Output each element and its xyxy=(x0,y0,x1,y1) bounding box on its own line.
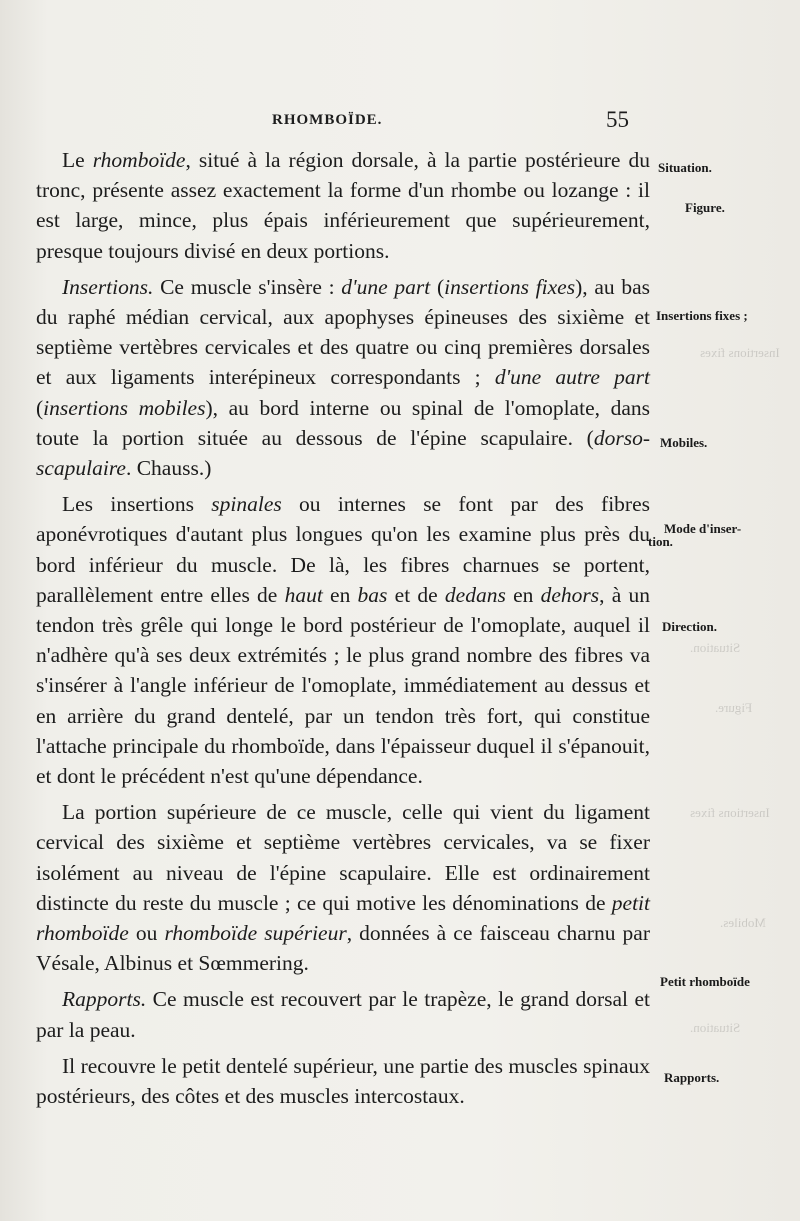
margin-note-direction: Direction. xyxy=(662,619,717,634)
body-text xyxy=(36,145,650,1111)
margin-note-figure: Figure. xyxy=(685,200,725,215)
page-number: 55 xyxy=(606,107,629,132)
paragraph-petit-rhomboide: La portion supérieure de ce muscle, celle qui vient du ligament cervical des sixième et septième vertèbres cervicales, va se fixer isolément au niveau de l'épine scapulaire. Elle est ordinairement distincte du reste du muscle ; ce qui motive les dénominations de petit rhomboïde ou rhomboïde supérieur, données à ce faisceau charnu par Vésale, Albinus et Sœmmering. xyxy=(36,800,650,976)
margin-note-mode-insertion-cont: tion. xyxy=(648,534,673,549)
bleed-through-text: Mobiles. xyxy=(720,915,766,930)
bleed-through-text: Figure. xyxy=(715,700,753,715)
paragraph-mode-insertion: Les insertions spinales ou internes se font par des fibres aponévrotiques d'autant plus longues qu'on les examine plus près du bord inférieur du muscle. De là, les fibres charnues se portent, parallèlement entre elles de haut en bas et de dedans en dehors, à un tendon très grêle qui longe le bord postérieur de l'omoplate, auquel il n'adhère qu'à ses deux extrémités ; le plus grand nombre des fibres va s'insérer à l'angle inférieur de l'omoplate, immédiatement au dessus et en arrière du grand dentelé, par un tendon très fort, qui constitue l'attache principale du rhomboïde, dans l'épaisseur duquel il s'épanouit, et dont le précédent n'est qu'une dépendance. xyxy=(36,492,650,789)
margin-note-rapports: Rapports. xyxy=(664,1070,720,1085)
bleed-through-text: Insertions fixes xyxy=(690,805,770,820)
running-header: RHOMBOÏDE. xyxy=(272,112,383,128)
margin-note-situation: Situation. xyxy=(658,160,712,175)
bleed-through-text: Insertions fixes xyxy=(700,345,780,360)
paragraph-insertions: Insertions. Ce muscle s'insère : d'une part (insertions fixes), au bas du raphé médian cervical, aux apophyses épineuses des sixième et septième vertèbres cervicales et des quatre ou cinq premières dorsales et aux ligaments interépineux correspondants ; d'une autre part (insertions mobiles), au bord interne ou spinal de l'omoplate, dans toute la portion située au dessous de l'épine scapulaire. (dorso-scapulaire. Chauss.) xyxy=(36,274,651,481)
bleed-through-text: Situation. xyxy=(690,640,741,655)
paragraph-rapports: Rapports. Ce muscle est recouvert par le trapèze, le grand dorsal et par la peau. xyxy=(36,987,650,1042)
paragraph-recouvre: Il recouvre le petit dentelé supérieur, une partie des muscles spinaux postérieurs, des côtes et des muscles intercostaux. xyxy=(36,1053,650,1109)
margin-note-petit-rhomboide: Petit rhomboïde xyxy=(660,974,750,989)
margin-note-mode-insertion: Mode d'inser- xyxy=(664,521,742,536)
bleed-through-text: Situation. xyxy=(690,1020,741,1035)
margin-note-mobiles: Mobiles. xyxy=(660,435,708,450)
paragraph-situation: Le rhomboïde, situé à la région dorsale, à la partie postérieure du tronc, présente assez exactement la forme d'un rhombe ou lozange : il est large, mince, plus épais inférieurement que supérieurement, presque toujours divisé en deux portions. xyxy=(36,148,650,263)
margin-note-insertions-fixes: Insertions fixes ; xyxy=(656,308,748,323)
